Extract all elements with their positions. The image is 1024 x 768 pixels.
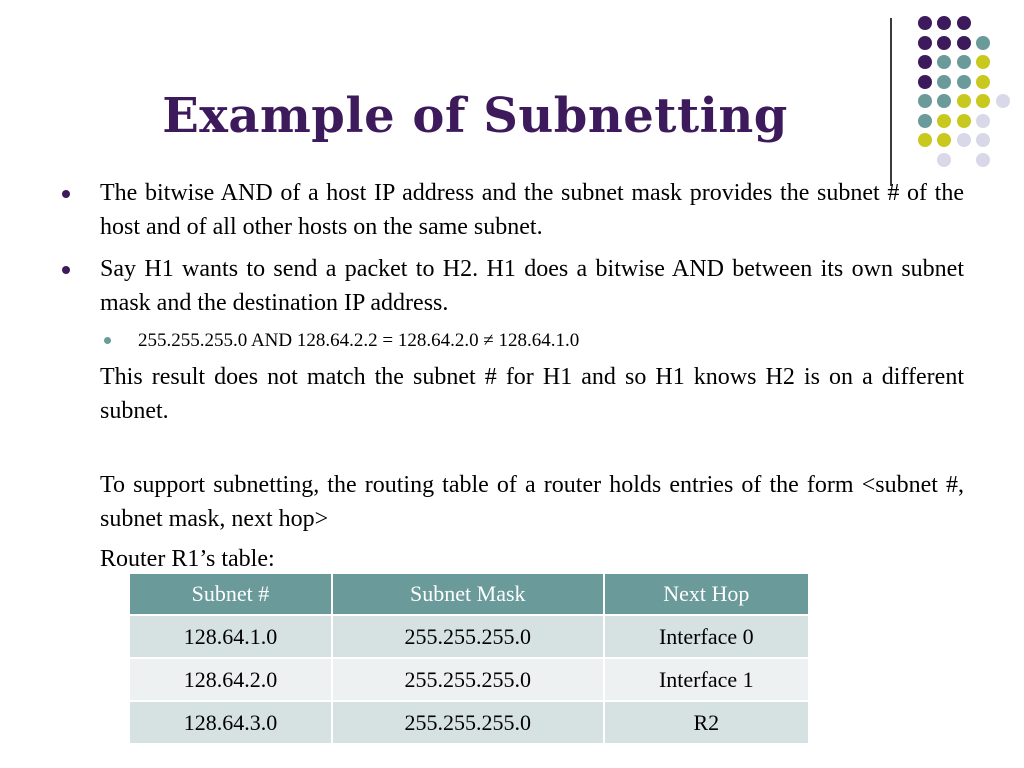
decorative-dot (937, 16, 951, 30)
slide-title: Example of Subnetting (162, 88, 788, 144)
header-subnet-mask: Subnet Mask (332, 573, 604, 615)
decorative-dot (957, 94, 971, 108)
table-cell: 255.255.255.0 (332, 658, 604, 701)
decorative-dot (976, 133, 990, 147)
decorative-dot (957, 55, 971, 69)
table-header-row (129, 573, 809, 615)
decorative-dot (976, 36, 990, 50)
decorative-dot (937, 153, 951, 167)
decorative-dot (957, 133, 971, 147)
decorative-dot (957, 36, 971, 50)
table-row (129, 615, 809, 658)
decorative-dot (976, 153, 990, 167)
decorative-dot (937, 94, 951, 108)
router-table-caption: Router R1’s table: (100, 546, 275, 572)
decorative-divider-line (890, 18, 892, 186)
sub-bullet-icon (104, 337, 111, 344)
table-cell: Interface 1 (604, 658, 809, 701)
decorative-dot (918, 133, 932, 147)
decorative-dot (976, 114, 990, 128)
decorative-dot (976, 75, 990, 89)
table-cell: 128.64.2.0 (129, 658, 332, 701)
decorative-dot (918, 55, 932, 69)
bullet-icon (62, 266, 70, 274)
table-cell: 255.255.255.0 (332, 701, 604, 744)
bullet-text-1: The bitwise AND of a host IP address and the subnet mask provides the subnet # of the host and of all other hosts on the same subnet. (100, 180, 964, 240)
header-subnet: Subnet # (129, 573, 332, 615)
decorative-dot (918, 36, 932, 50)
decorative-dot (976, 55, 990, 69)
decorative-dot (918, 16, 932, 30)
table-cell: Interface 0 (604, 615, 809, 658)
decorative-dot (937, 133, 951, 147)
bullet-text-2: Say H1 wants to send a packet to H2. H1 does a bitwise AND between its own subnet mask and the destination IP address. (100, 256, 964, 316)
table-cell: 128.64.3.0 (129, 701, 332, 744)
decorative-dot (918, 94, 932, 108)
routing-table-paragraph: To support subnetting, the routing table of a router holds entries of the form <subnet #, subnet mask, next hop> (100, 472, 964, 532)
sub-bullet-text: 255.255.255.0 AND 128.64.2.2 = 128.64.2.0 ≠ 128.64.1.0 (138, 330, 580, 351)
table-cell: 255.255.255.0 (332, 615, 604, 658)
decorative-dot (937, 114, 951, 128)
header-next-hop: Next Hop (604, 573, 809, 615)
table-row (129, 701, 809, 744)
decorative-dot (937, 55, 951, 69)
decorative-dot (918, 114, 932, 128)
table-cell: 128.64.1.0 (129, 615, 332, 658)
decorative-dot (957, 114, 971, 128)
result-paragraph: This result does not match the subnet # for H1 and so H1 knows H2 is on a different subnet. (100, 364, 964, 424)
decorative-dot (996, 94, 1010, 108)
decorative-dot (976, 94, 990, 108)
table-cell: R2 (604, 701, 809, 744)
decorative-dot (957, 75, 971, 89)
routing-table (128, 572, 810, 745)
decorative-dot (937, 36, 951, 50)
decorative-dot (957, 16, 971, 30)
decorative-dot (918, 75, 932, 89)
bullet-icon (62, 190, 70, 198)
table-row (129, 658, 809, 701)
decorative-dot (937, 75, 951, 89)
